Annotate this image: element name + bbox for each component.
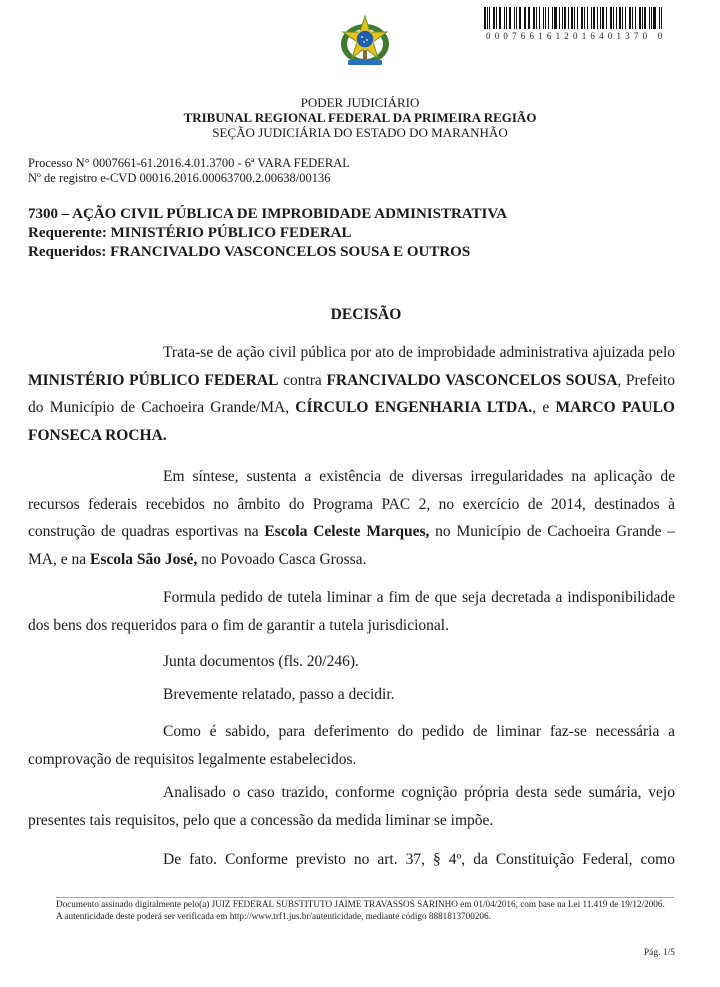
decision-heading: DECISÃO: [330, 306, 402, 323]
barcode-bar: [616, 7, 617, 29]
barcode-bar: [591, 7, 592, 29]
barcode-bar: [516, 7, 517, 29]
barcode-bar: [509, 7, 511, 29]
barcode-bar: [584, 7, 586, 29]
barcode-bar: [533, 7, 535, 29]
barcode-bar: [528, 7, 530, 29]
barcode-bar: [644, 7, 646, 29]
barcode-bar: [554, 7, 556, 29]
barcode-bar: [489, 7, 490, 29]
barcode-bar: [506, 7, 507, 29]
barcode-bar: [525, 7, 526, 29]
plaintiff-name: MINISTÉRIO PÚBLICO FEDERAL: [110, 225, 352, 241]
signature-note: Documento assinado digitalmente pelo(a) JUIZ FEDERAL SUBSTITUTO JAIME TRAVASSOS SARINHO em 01/04/2016, com base na Lei 11.419 de 19/12/2006.: [56, 899, 665, 909]
header-line-2: TRIBUNAL REGIONAL FEDERAL DA PRIMEIRA REGIÃO: [183, 110, 537, 125]
paragraph-2: Em síntese, sustenta a existência de diversas irregularidades na aplicação de recursos federais recebidos no âmbito do Programa PAC 2, no exercício de 2014, destinados à construção de quadras esportivas na Escola Celeste Marques, no Município de Cachoeira Grande – MA, e na Escola São José, no Povoado Casca Grossa.: [28, 468, 675, 568]
barcode-bar: [484, 7, 486, 29]
barcode-bar: [493, 7, 495, 29]
barcode-bar: [487, 7, 488, 29]
barcode-bar: [597, 7, 598, 29]
barcode-bar: [539, 7, 540, 29]
barcode-bar: [524, 7, 525, 29]
barcode-bar: [625, 7, 626, 29]
barcode: [484, 7, 664, 29]
authenticity-note: A autenticidade deste poderá ser verificada em http://www.trf1.jus.br/autenticidade, mediante código 8881813700206.: [56, 910, 491, 921]
header-line-3: SEÇÃO JUDICIÁRIA DO ESTADO DO MARANHÃO: [212, 125, 508, 140]
defendants-label: Requeridos:: [28, 244, 107, 260]
case-title: 7300 – AÇÃO CIVIL PÚBLICA DE IMPROBIDADE ADMINISTRATIVA: [28, 206, 508, 222]
defendants-names: FRANCIVALDO VASCONCELOS SOUSA E OUTROS: [110, 244, 471, 260]
page-number: Pág. 1/5: [643, 948, 675, 958]
barcode-bar: [593, 7, 595, 29]
paragraph-6: Como é sabido, para deferimento do pedido de liminar faz-se necessária a comprovação de requisitos legalmente estabelecidos.: [28, 723, 675, 768]
barcode-bar: [610, 7, 612, 29]
defendants-line: [28, 243, 470, 262]
barcode-bar: [536, 7, 537, 29]
barcode-bar: [543, 7, 545, 29]
barcode-bar: [577, 7, 578, 29]
footer: [56, 899, 696, 922]
paragraph-4: Junta documentos (fls. 20/246).: [163, 653, 359, 670]
barcode-bar: [600, 7, 601, 29]
barcode-bar: [606, 7, 607, 29]
barcode-bar: [613, 7, 614, 29]
barcode-bar: [519, 7, 521, 29]
paragraph-3: Formula pedido de tutela liminar a fim de que seja decretada a indisponibilidade dos bens dos requeridos para o fim de garantir a tutela jurisdicional.: [28, 589, 675, 634]
paragraph-5: Brevemente relatado, passo a decidir.: [163, 686, 395, 703]
barcode-bar: [559, 7, 560, 29]
barcode-bar: [619, 7, 621, 29]
barcode-bar: [496, 7, 497, 29]
barcode-bar: [571, 7, 573, 29]
barcode-bar: [545, 7, 546, 29]
paragraph-1: Trata-se de ação civil pública por ato de improbidade administrativa ajuizada pelo MINISTÉRIO PÚBLICO FEDERAL contra FRANCIVALDO VASCONCELOS SOUSA, Prefeito do Município de Cachoeira Grande/MA, CÍRCULO ENGENHARIA LTDA., e MARCO PAULO FONSECA ROCHA.: [28, 344, 675, 444]
header-line-1: PODER JUDICIÁRIO: [300, 95, 420, 110]
barcode-bar: [622, 7, 624, 29]
barcode-bar: [587, 7, 588, 29]
footer-divider: [56, 897, 674, 898]
barcode-bar: [629, 7, 631, 29]
barcode-bar: [649, 7, 650, 29]
barcode-bar: [639, 7, 641, 29]
barcode-bar: [552, 7, 553, 29]
barcode-bar: [651, 7, 652, 29]
barcode-bar: [562, 7, 563, 29]
barcode-bar: [581, 7, 583, 29]
coat-of-arms-icon: [334, 10, 396, 72]
plaintiff-line: [28, 224, 352, 243]
paragraph-8: De fato. Conforme previsto no art. 37, § 4º, da Constituição Federal, como: [163, 851, 675, 868]
barcode-bar: [548, 7, 550, 29]
barcode-bar: [659, 7, 661, 29]
barcode-bar: [632, 7, 633, 29]
barcode-bar: [653, 7, 655, 29]
process-number: Processo N° 0007661-61.2016.4.01.3700 - 6ª VARA FEDERAL: [28, 156, 350, 170]
barcode-bar: [661, 7, 662, 29]
registry-number: Nº de registro e-CVD 00016.2016.00063700.2.00638/00136: [28, 171, 331, 185]
barcode-bar: [635, 7, 636, 29]
barcode-bar: [514, 7, 515, 29]
barcode-bar: [574, 7, 575, 29]
barcode-bar: [504, 7, 506, 29]
barcode-number: 0007661612016401370 0: [486, 31, 667, 41]
paragraph-7: Analisado o caso trazido, conforme cognição própria desta sede sumária, vejo presentes tais requisitos, pelo que a concessão da medida liminar se impõe.: [28, 784, 675, 829]
barcode-bar: [564, 7, 566, 29]
barcode-bar: [568, 7, 569, 29]
barcode-bar: [602, 7, 604, 29]
barcode-bar: [642, 7, 643, 29]
plaintiff-label: Requerente:: [28, 225, 107, 241]
barcode-bar: [499, 7, 501, 29]
